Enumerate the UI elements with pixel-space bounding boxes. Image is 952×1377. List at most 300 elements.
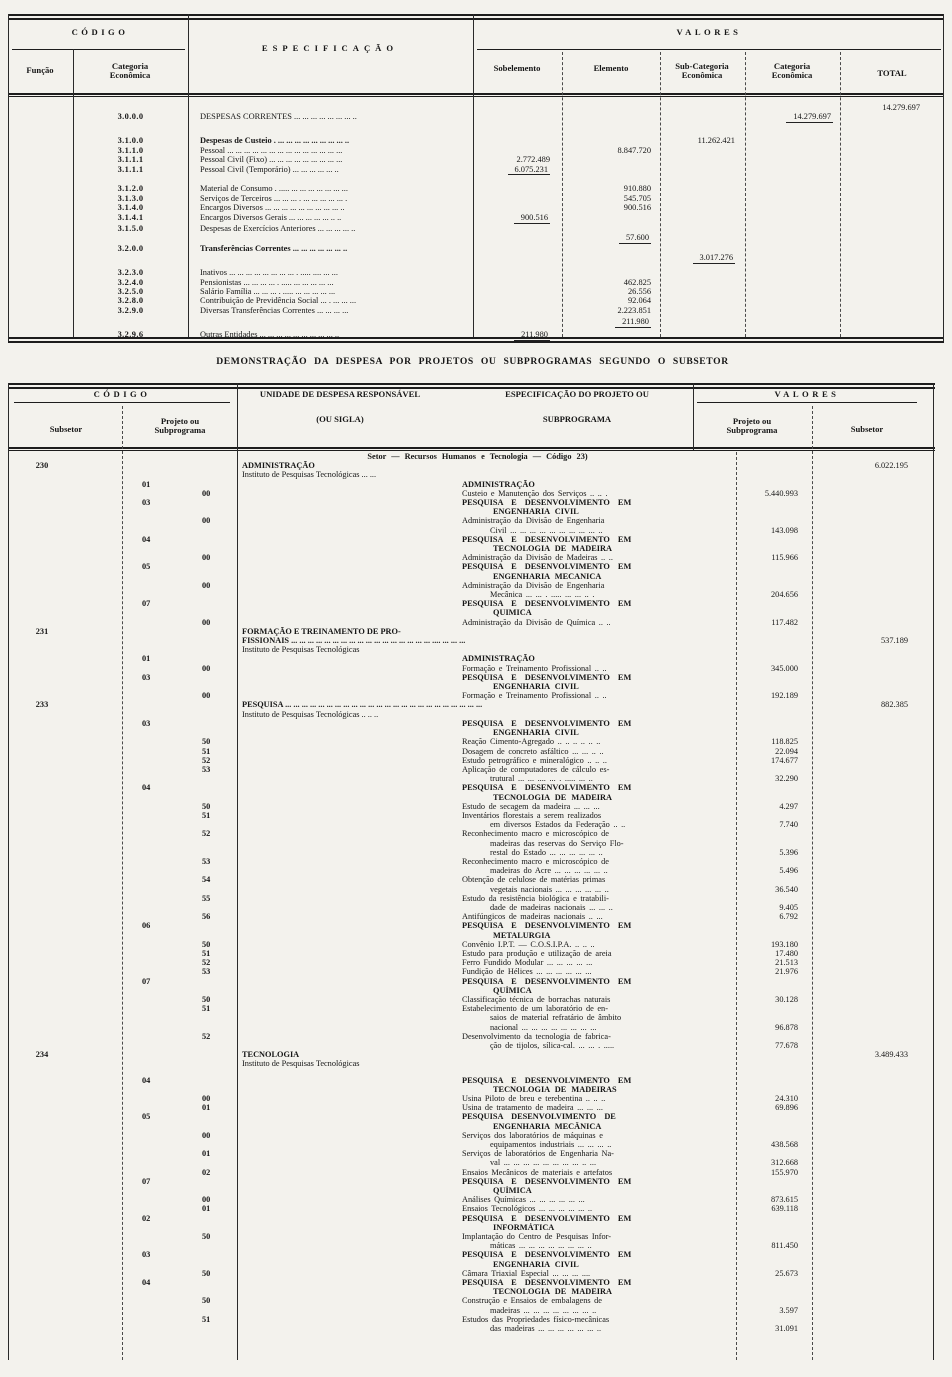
t1-row <box>8 244 944 253</box>
elemento-value <box>562 112 660 123</box>
projeto-code: 04 <box>142 783 151 793</box>
value: 192.189 <box>771 691 798 701</box>
value: 193.180 <box>771 939 798 949</box>
especificacao-cell <box>237 977 718 995</box>
subsetor-code <box>8 829 122 857</box>
projeto-code-cell <box>122 562 237 580</box>
text-line: Administração da Divisão de Engenharia <box>462 580 605 590</box>
especificacao-cell <box>237 875 718 893</box>
t1-row <box>8 184 944 193</box>
subcategoria-value <box>660 224 745 233</box>
especificacao-cell <box>237 829 718 857</box>
projeto-code-cell <box>122 912 237 921</box>
projeto-code-cell <box>122 802 237 811</box>
subelemento-value <box>473 233 562 244</box>
valor-subsetor <box>812 516 933 534</box>
valor-projeto <box>718 1103 812 1112</box>
value: 5.496 <box>779 866 798 876</box>
elemento-value <box>562 233 660 244</box>
projeto-code: 02 <box>142 1213 151 1223</box>
valor-projeto <box>718 535 812 553</box>
text-line: PESQUISA E DESENVOLVIMENTO EM <box>462 1075 632 1085</box>
funcao-cell <box>8 165 73 176</box>
valor-subsetor <box>812 802 933 811</box>
value: 6.022.195 <box>874 461 908 471</box>
categoria-value <box>745 213 840 224</box>
total-value <box>840 253 944 264</box>
valor-subsetor <box>812 673 933 691</box>
t1-row <box>8 136 944 145</box>
subsetor-code <box>8 1195 122 1204</box>
t2-entry <box>8 912 933 921</box>
text-line: ENGENHARIA CIVIL <box>493 507 579 517</box>
code: 3.2.9.6 <box>117 330 144 340</box>
valor-projeto <box>718 480 812 489</box>
subelemento-value <box>473 165 562 176</box>
t1-row <box>8 194 944 203</box>
subcategoria-value <box>660 233 745 244</box>
t2-entry <box>8 756 933 765</box>
subsetor-code <box>8 1269 122 1278</box>
projeto-code: 04 <box>142 534 151 544</box>
especificacao-cell <box>237 921 718 939</box>
t1-header-valores: VALORES <box>676 27 742 37</box>
t1-row <box>8 165 944 176</box>
value: 345.000 <box>771 663 798 673</box>
t2-entry <box>8 452 933 461</box>
subsetor-code <box>8 535 122 553</box>
subcategoria-value <box>660 268 745 277</box>
t2-header-unidade-sigla: (OU SIGLA) <box>316 414 364 424</box>
subcategoria-value <box>660 296 745 305</box>
value: 22.094 <box>775 746 798 756</box>
text-line: dade de madeiras nacionais ... ... .. <box>490 902 613 912</box>
valor-subsetor <box>812 1195 933 1204</box>
projeto-code-cell <box>122 1076 237 1094</box>
subsetor-code <box>8 875 122 893</box>
subsetor-code <box>8 1177 122 1195</box>
value: 312.668 <box>771 1158 798 1168</box>
especificacao-label: Material de Consumo . ..... ... ... ... ... ... ... ... <box>200 184 348 194</box>
projeto-code-cell <box>122 627 237 655</box>
projeto-code-cell <box>122 553 237 562</box>
t2-entry <box>8 691 933 700</box>
value: 811.450 <box>771 1241 798 1251</box>
code: 3.1.2.0 <box>117 184 144 194</box>
especificacao-label: Encargos Diversos ... ... ... ... ... ... ... ... ... .. <box>200 203 345 213</box>
code: 3.0.0.0 <box>117 112 144 122</box>
especificacao-cell <box>237 802 718 811</box>
funcao-cell <box>8 253 73 264</box>
elemento-value <box>562 136 660 145</box>
projeto-code-cell <box>122 1131 237 1149</box>
text-line: Câmara Triaxial Especial ... ... ... .... <box>462 1268 591 1278</box>
valor-projeto <box>718 1195 812 1204</box>
valor-subsetor <box>812 553 933 562</box>
t2-entry <box>8 1032 933 1050</box>
subsetor-code <box>8 1094 122 1103</box>
value: 36.540 <box>775 884 798 894</box>
text-line: ENGENHARIA CIVIL <box>493 728 579 738</box>
t1-col-subelemento: Sobelemento <box>493 63 541 73</box>
t2-entry <box>8 489 933 498</box>
valor-subsetor <box>812 1149 933 1167</box>
t2-entry <box>8 857 933 875</box>
total-value <box>840 296 944 305</box>
total-value <box>840 136 944 145</box>
subprograma-code: 51 <box>202 746 211 756</box>
t1-col-categoria: Categoria Econômica <box>771 61 813 80</box>
value: 910.880 <box>623 184 651 194</box>
text-line: Administração da Divisão de Química .. .. <box>462 617 611 627</box>
funcao-cell <box>8 317 73 328</box>
text-line: TECNOLOGIA DE MADEIRAS <box>493 1084 617 1094</box>
text-line: Administração da Divisão de Madeiras .. .. <box>462 553 613 563</box>
projeto-code-cell <box>122 673 237 691</box>
text-line: TECNOLOGIA DE MADEIRA <box>493 1287 612 1297</box>
t2-entry <box>8 1149 933 1167</box>
categoria-value <box>745 165 840 176</box>
valor-subsetor <box>812 627 933 655</box>
categoria-value <box>745 136 840 145</box>
value: 545.705 <box>623 193 651 203</box>
valor-projeto <box>718 1149 812 1167</box>
code <box>73 103 188 112</box>
text-line: val ... ... ... ... ... ... ... ... .. ... <box>490 1158 597 1168</box>
categoria-value <box>745 253 840 264</box>
subprograma-code: 52 <box>202 1031 211 1041</box>
t1-codigo-underline <box>12 49 185 50</box>
text-line: ADMINISTRAÇÃO <box>462 654 535 664</box>
subelemento-value <box>473 155 562 164</box>
value: 31.091 <box>775 1324 798 1334</box>
subsetor-code <box>8 894 122 912</box>
t2-border-right <box>933 383 934 1360</box>
valor-projeto <box>718 516 812 534</box>
valor-subsetor <box>812 1278 933 1296</box>
subelemento-value <box>473 194 562 203</box>
text-line: nacional ... ... ... ... ... ... ... ... <box>490 1022 597 1032</box>
text-line: restal do Estado ... ... ... ... ... .. <box>490 847 603 857</box>
subprograma-code: 54 <box>202 875 211 885</box>
value: 8.847.720 <box>617 145 651 155</box>
text-line: PESQUISA E DESENVOLVIMENTO EM <box>462 1176 632 1186</box>
subelemento-value <box>473 296 562 305</box>
text-line: Setor — Recursos Humanos e Tecnologia — Código 23) <box>367 452 588 461</box>
total-value <box>840 224 944 233</box>
valor-projeto <box>718 553 812 562</box>
t1-row <box>8 296 944 305</box>
valor-subsetor <box>812 1112 933 1130</box>
projeto-code: 03 <box>142 498 151 508</box>
t1-bottom-rule-2 <box>8 341 944 343</box>
value: 174.677 <box>771 755 798 765</box>
valor-subsetor <box>812 1032 933 1050</box>
projeto-code: 05 <box>142 1112 151 1122</box>
subcategoria-value <box>660 155 745 164</box>
funcao-cell <box>8 213 73 224</box>
t2-entry <box>8 618 933 627</box>
t2-entry <box>8 1204 933 1213</box>
text-line: madeiras ... ... ... ... ... ... ... .. <box>490 1305 597 1315</box>
valor-projeto <box>718 912 812 921</box>
especificacao-cell <box>237 654 718 663</box>
value: 24.310 <box>775 1094 798 1104</box>
valor-subsetor <box>812 737 933 746</box>
text-line: madeiras do Acre ... ... ... ... ... .. <box>490 866 608 876</box>
text-line: Formação e Treinamento Profissional .. .. <box>462 691 607 701</box>
text-line: QUÍMICA <box>493 985 532 995</box>
total-value <box>840 306 944 315</box>
valor-projeto <box>718 921 812 939</box>
categoria-value <box>745 287 840 296</box>
subsetor-code <box>8 1131 122 1149</box>
valor-subsetor <box>812 480 933 489</box>
subprograma-code: 00 <box>202 553 211 563</box>
text-line: Instituto de Pesquisas Tecnológicas <box>242 1059 360 1069</box>
elemento-value <box>562 146 660 155</box>
value: 873.615 <box>771 1195 798 1205</box>
valor-projeto <box>718 1232 812 1250</box>
especificacao-cell <box>237 1094 718 1103</box>
subsetor-code <box>8 1149 122 1167</box>
subelemento-value <box>473 244 562 253</box>
subsetor-code <box>8 498 122 516</box>
valor-subsetor <box>812 747 933 756</box>
valor-subsetor <box>812 765 933 783</box>
total-value <box>840 194 944 203</box>
t1-top-rule <box>8 14 944 16</box>
subprograma-code: 00 <box>202 691 211 701</box>
valor-subsetor <box>812 1232 933 1250</box>
valor-subsetor <box>812 461 933 479</box>
especificacao-cell <box>237 967 718 976</box>
subsetor-code <box>8 958 122 967</box>
subprograma-code: 01 <box>202 1103 211 1113</box>
valor-subsetor <box>812 958 933 967</box>
text-line: Formação e Treinamento Profissional .. .. <box>462 663 607 673</box>
elemento-value <box>562 165 660 176</box>
especificacao-cell <box>237 940 718 949</box>
text-line: TECNOLOGIA <box>242 1050 300 1060</box>
especificacao-cell <box>237 1296 718 1314</box>
t2-entry <box>8 1269 933 1278</box>
subsetor-code <box>8 921 122 939</box>
projeto-code-cell <box>122 1094 237 1103</box>
text-line: Ferro Fundido Modular ... ... ... ... ... <box>462 958 593 968</box>
t1-valores-underline <box>477 49 941 50</box>
value: 92.064 <box>627 296 651 306</box>
valor-subsetor <box>812 1094 933 1103</box>
especificacao-cell <box>237 480 718 489</box>
text-line: Usina de tratamento de madeira ... ... ... <box>462 1103 603 1113</box>
subsetor-code <box>8 553 122 562</box>
t2-entry <box>8 1168 933 1177</box>
especificacao-cell <box>237 1177 718 1195</box>
projeto-code: 01 <box>142 479 151 489</box>
projeto-code-cell <box>122 756 237 765</box>
t2-entry <box>8 664 933 673</box>
projeto-code: 07 <box>142 599 151 609</box>
code: 3.2.3.0 <box>117 268 144 278</box>
t2-entry <box>8 894 933 912</box>
valor-subsetor <box>812 1131 933 1149</box>
subsetor-code <box>8 1204 122 1213</box>
subsetor-code: 233 <box>35 700 49 710</box>
t2-entry <box>8 1315 933 1333</box>
t2-col-valores-projeto: Projeto ou Subprograma <box>726 416 778 435</box>
subsetor-code <box>8 940 122 949</box>
t2-codigo-underline <box>14 402 230 403</box>
t2-header-unidade: UNIDADE DE DESPESA RESPONSÁVEL <box>259 389 421 399</box>
t2-entry <box>8 1177 933 1195</box>
value: 9.405 <box>779 902 798 912</box>
elemento-value <box>562 268 660 277</box>
valor-projeto <box>718 1204 812 1213</box>
t2-entry <box>8 627 933 655</box>
text-line: Implantação do Centro de Pesquisas Infor- <box>462 1232 612 1242</box>
especificacao-cell <box>237 553 718 562</box>
subcategoria-value <box>660 112 745 123</box>
especificacao-cell <box>237 1168 718 1177</box>
subsetor-code <box>8 581 122 599</box>
t2-entry <box>8 700 933 718</box>
valor-subsetor <box>812 719 933 737</box>
valor-subsetor <box>812 618 933 627</box>
valor-projeto <box>718 1214 812 1232</box>
valor-subsetor <box>812 1103 933 1112</box>
text-line: Estabelecimento de um laboratório de en- <box>462 1004 608 1014</box>
subelemento-value <box>473 317 562 328</box>
text-line: ENGENHARIA CIVIL <box>493 1259 579 1269</box>
total-value <box>840 287 944 296</box>
especificacao-cell <box>237 719 718 737</box>
valor-projeto <box>718 719 812 737</box>
especificacao-cell <box>237 618 718 627</box>
subprograma-code: 01 <box>202 1149 211 1159</box>
subprograma-code: 00 <box>202 488 211 498</box>
categoria-value <box>745 203 840 212</box>
t2-entry <box>8 921 933 939</box>
funcao-cell <box>8 224 73 233</box>
especificacao-cell <box>237 664 718 673</box>
text-line: Convênio I.P.T. — C.O.S.I.P.A. .. .. .. <box>462 939 595 949</box>
value: 11.262.421 <box>697 136 735 146</box>
value: 462.825 <box>623 277 651 287</box>
projeto-code-cell <box>122 618 237 627</box>
projeto-code: 03 <box>142 672 151 682</box>
valor-subsetor <box>812 1296 933 1314</box>
code: 3.1.1.1 <box>117 164 144 174</box>
valor-subsetor <box>812 1177 933 1195</box>
subprograma-code: 53 <box>202 856 211 866</box>
valor-projeto <box>718 857 812 875</box>
total-value <box>840 213 944 224</box>
t2-border-espec-header <box>693 383 694 450</box>
projeto-code-cell <box>122 783 237 801</box>
subcategoria-value <box>660 306 745 315</box>
text-line: METALURGIA <box>493 930 551 940</box>
projeto-code-cell <box>122 1250 237 1268</box>
t2-entry <box>8 1131 933 1149</box>
value: 26.556 <box>627 287 651 296</box>
valor-subsetor <box>812 940 933 949</box>
subsetor-code: 231 <box>35 626 49 636</box>
especificacao-cell <box>237 700 718 718</box>
subprograma-code: 52 <box>202 755 211 765</box>
especificacao-cell <box>237 1149 718 1167</box>
t1-body <box>8 103 944 341</box>
value: 3.597 <box>779 1305 798 1315</box>
subcategoria-value <box>660 136 745 145</box>
code: 3.1.5.0 <box>117 223 144 233</box>
text-line: PESQUISA E DESENVOLVIMENTO EM <box>462 1250 632 1260</box>
elemento-value <box>562 296 660 305</box>
valor-subsetor <box>812 894 933 912</box>
valor-projeto <box>718 673 812 691</box>
projeto-code-cell <box>122 1112 237 1130</box>
text-line: Instituto de Pesquisas Tecnológicas <box>242 645 360 655</box>
especificacao-label: Transferências Correntes ... ... ... ... ... ... .. <box>200 243 348 253</box>
valor-projeto <box>718 664 812 673</box>
valor-projeto <box>718 700 812 718</box>
text-line: Antifúngicos de madeiras nacionais .. ... <box>462 912 603 922</box>
especificacao-label: Pessoal ... ... ... ... ... ... ... ... ... ... ... ... ... ... <box>200 145 343 155</box>
text-line: PESQUISA E DESENVOLVIMENTO EM <box>462 783 632 793</box>
subelemento-value <box>473 287 562 296</box>
projeto-code: 03 <box>142 1250 151 1260</box>
especificacao-cell <box>237 958 718 967</box>
especificacao-cell <box>237 1076 718 1094</box>
value: 5.396 <box>779 847 798 857</box>
subelemento-value <box>473 184 562 193</box>
t2-entry <box>8 654 933 663</box>
value: 117.482 <box>771 617 798 627</box>
subcategoria-value <box>660 330 745 341</box>
projeto-code-cell <box>122 700 237 718</box>
projeto-code-cell <box>122 480 237 489</box>
valor-subsetor <box>812 783 933 801</box>
value: 25.673 <box>775 1268 798 1278</box>
subprograma-code: 53 <box>202 764 211 774</box>
text-line: PESQUISA E DESENVOLVIMENTO EM <box>462 562 632 572</box>
valor-subsetor <box>812 912 933 921</box>
value: 155.970 <box>771 1167 798 1177</box>
subprograma-code: 01 <box>202 1204 211 1214</box>
projeto-code: 04 <box>142 1075 151 1085</box>
t2-col-subsetor: Subsetor <box>49 424 83 434</box>
value: 6.792 <box>779 912 798 922</box>
funcao-cell <box>8 278 73 287</box>
value: 30.128 <box>775 994 798 1004</box>
text-line: ENGENHARIA MECÂNICA <box>493 1121 602 1131</box>
total-value <box>840 155 944 164</box>
valor-subsetor <box>812 921 933 939</box>
subsetor-code <box>8 802 122 811</box>
t2-entry <box>8 1232 933 1250</box>
subelemento-value <box>473 146 562 155</box>
elemento-value <box>562 317 660 328</box>
total-value <box>840 184 944 193</box>
funcao-cell <box>8 112 73 123</box>
projeto-code-cell <box>122 1195 237 1204</box>
text-line: Reconhecimento macro e microscópico de <box>462 856 609 866</box>
projeto-code-cell <box>122 664 237 673</box>
t1-row <box>8 224 944 233</box>
valor-projeto <box>718 894 812 912</box>
text-line: Mecânica ... ... . ..... ... ... .. . <box>490 590 595 600</box>
especificacao-cell <box>237 1278 718 1296</box>
